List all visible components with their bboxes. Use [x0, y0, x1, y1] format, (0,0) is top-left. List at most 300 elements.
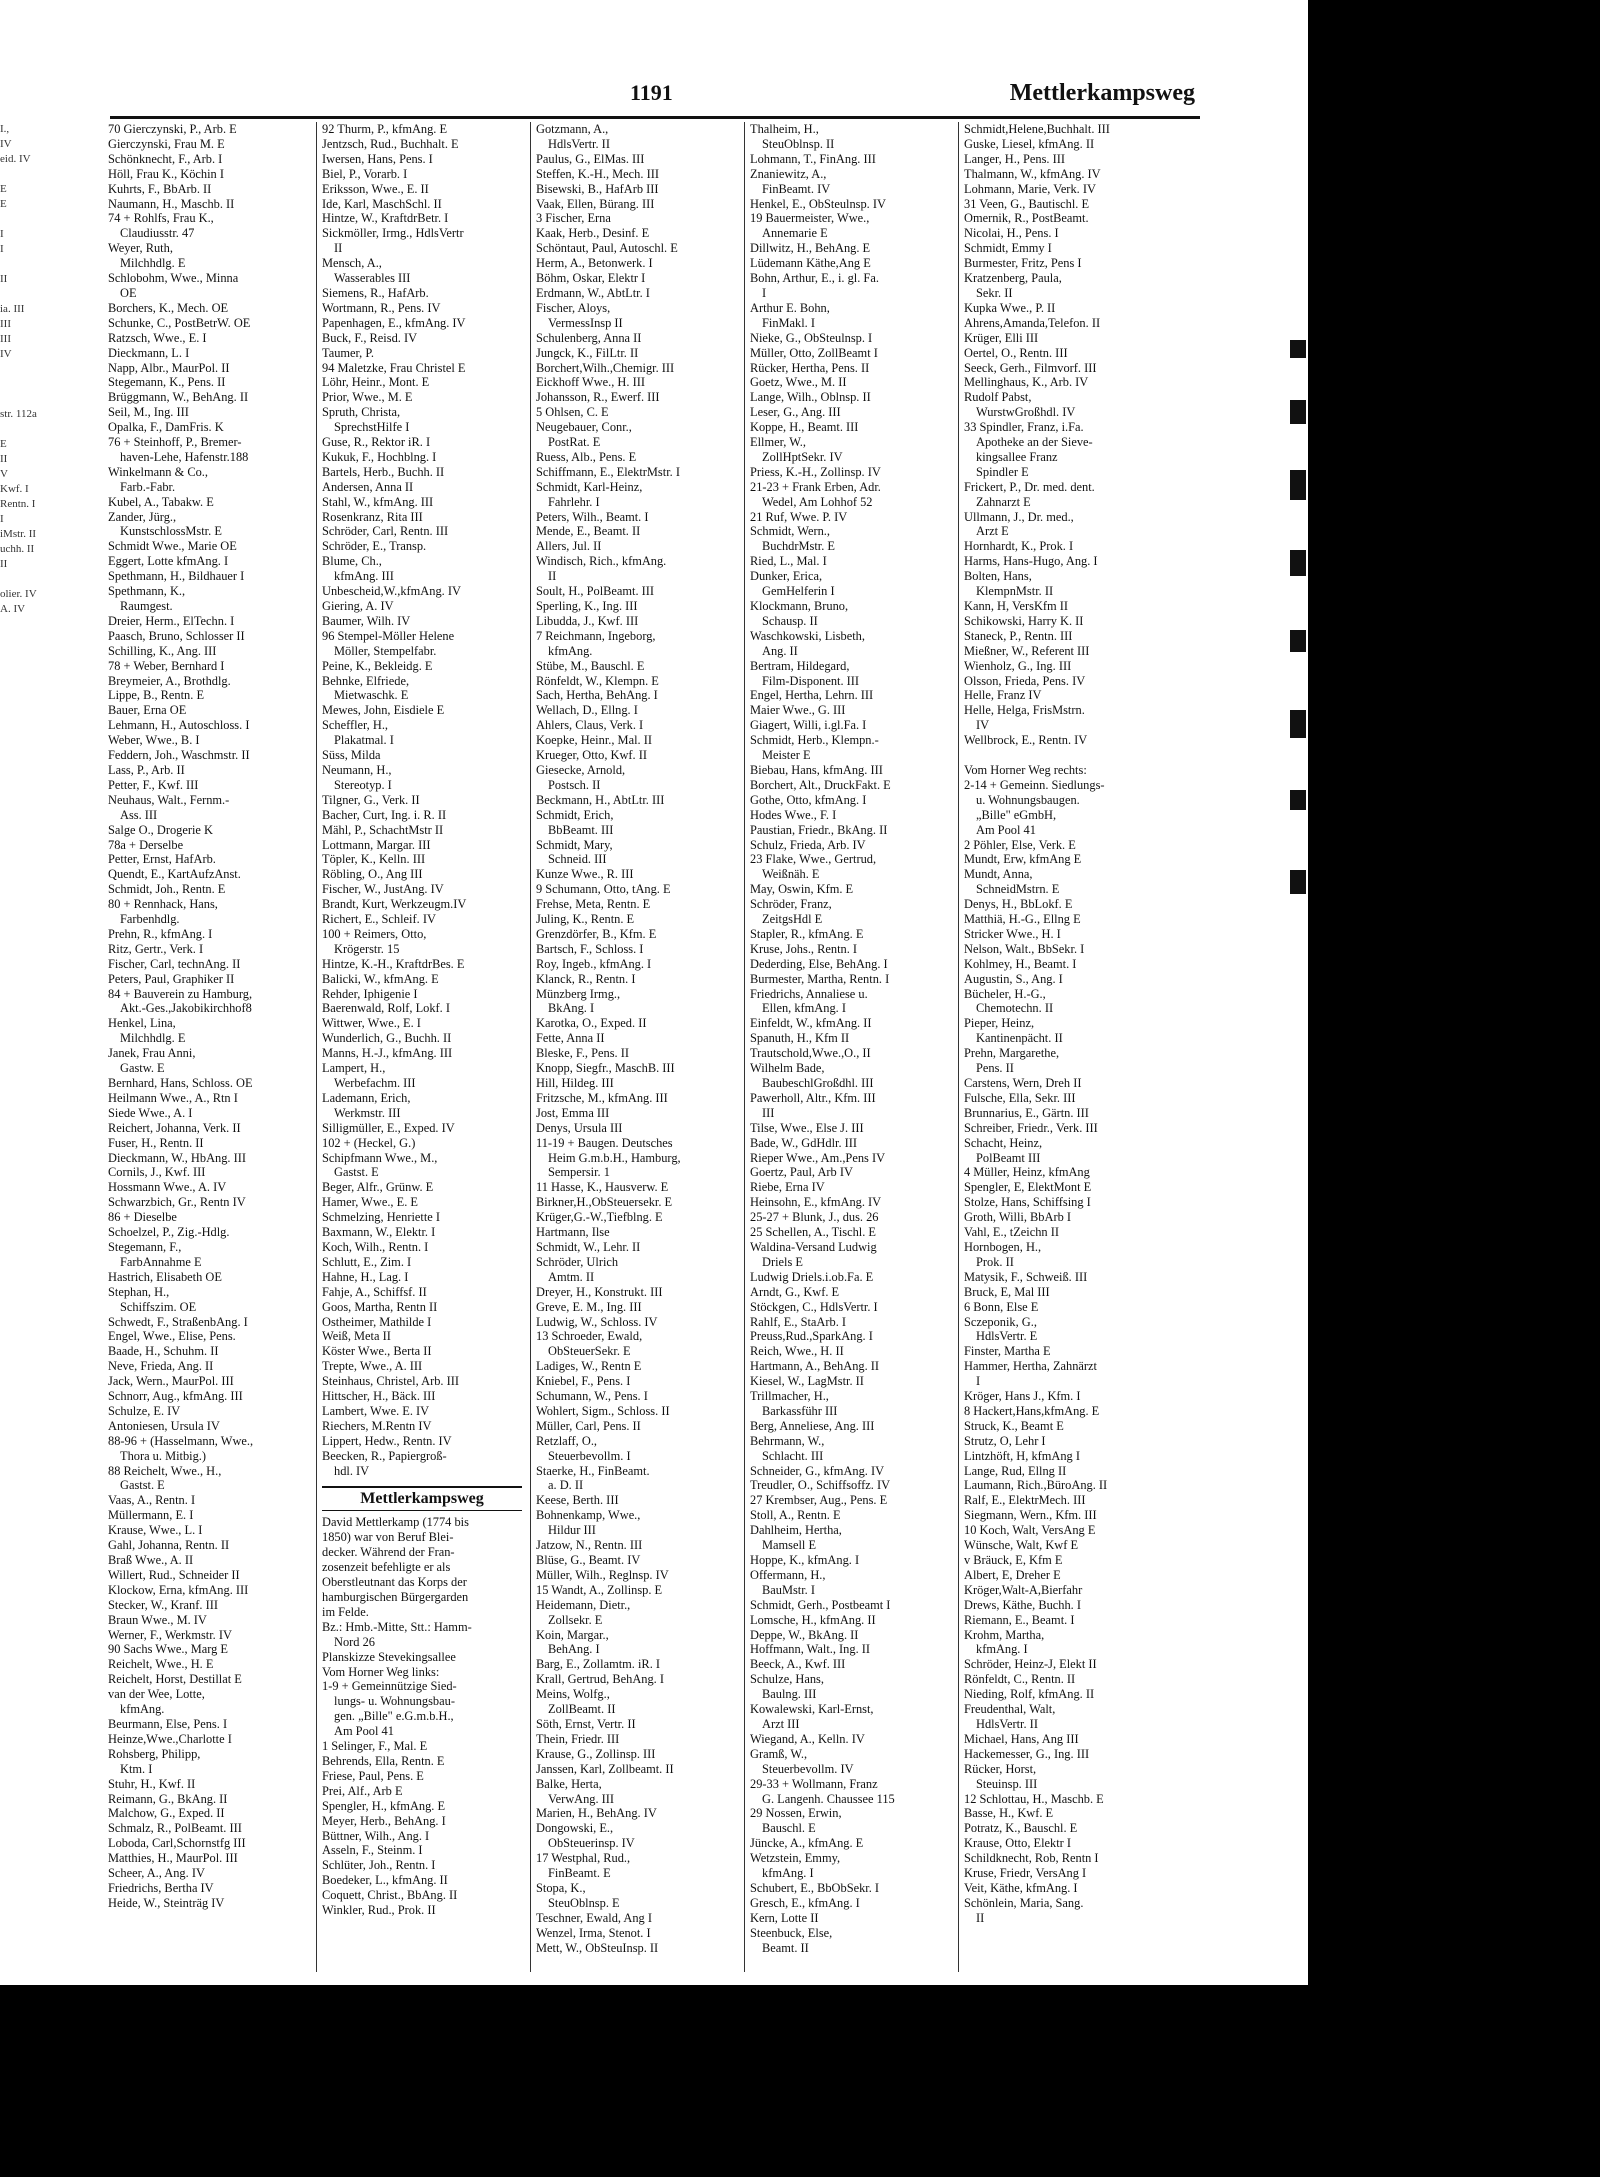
directory-entry-line: Bohn, Arthur, E., i. gl. Fa.	[750, 271, 879, 286]
directory-entry-line: Wilhelm Bade,	[750, 1061, 825, 1076]
directory-entry-line: Prehn, Margarethe,	[964, 1046, 1060, 1061]
directory-entry-line: Bauschl. E	[762, 1821, 816, 1836]
directory-entry-line: Taumer, P.	[322, 345, 374, 360]
directory-entry-line: Hittscher, H., Bäck. III	[322, 1389, 436, 1404]
directory-entry-line: Dunker, Erica,	[750, 569, 823, 584]
directory-entry-line: Wenzel, Irma, Stenot. I	[536, 1925, 651, 1940]
directory-entry-line: Soult, H., PolBeamt. III	[536, 584, 655, 599]
directory-entry-line: ZollBeamt. II	[548, 1702, 616, 1717]
directory-entry-line: Heinsohn, E., kfmAng. IV	[750, 1195, 882, 1210]
directory-entry-line: BuchdrMstr. E	[762, 539, 835, 554]
directory-entry-line: Stoll, A., Rentn. E	[750, 1508, 841, 1523]
directory-entry-line: Biel, P., Vorarb. I	[322, 166, 408, 181]
directory-entry-line: Annemarie E	[762, 226, 828, 241]
directory-entry-line: Bisewski, B., HafArb III	[536, 181, 659, 196]
directory-entry-line: Janssen, Karl, Zollbeamt. II	[536, 1761, 674, 1776]
directory-entry-line: Riemann, E., Beamt. I	[964, 1612, 1075, 1627]
directory-entry-line: Peters, Paul, Graphiker II	[108, 971, 235, 986]
directory-entry-line: Buck, F., Reisd. IV	[322, 330, 418, 345]
directory-entry-line: Oberstleutnant das Korps der	[322, 1575, 467, 1590]
directory-entry-line: Ktm. I	[120, 1761, 153, 1776]
directory-entry-line: Spethmann, H., Bildhauer I	[108, 569, 245, 584]
directory-entry-line: 74 + Rohlfs, Frau K.,	[108, 211, 214, 226]
directory-entry-line: 1-9 + Gemeinnützige Sied-	[322, 1679, 457, 1694]
directory-entry-line: Hahne, H., Lag. I	[322, 1269, 409, 1284]
directory-entry-line: I	[976, 1374, 981, 1389]
directory-entry-line: III	[762, 1105, 775, 1120]
margin-fragment: E	[0, 198, 7, 210]
directory-entry-line: Juling, K., Rentn. E	[536, 912, 635, 927]
directory-entry-line: Boedeker, L., kfmAng. II	[322, 1873, 448, 1888]
directory-entry-line: Arzt III	[762, 1716, 800, 1731]
directory-entry-line: Allers, Jul. II	[536, 539, 602, 554]
directory-entry-line: Kröger, Hans J., Kfm. I	[964, 1389, 1081, 1404]
directory-entry-line: 2 Pöhler, Else, Verk. E	[964, 837, 1076, 852]
directory-entry-line: Teschner, Ewald, Ang I	[536, 1910, 652, 1925]
directory-entry-line: Lange, Rud, Ellng II	[964, 1463, 1067, 1478]
page-header	[110, 80, 1195, 114]
directory-entry-line: Wünsche, Walt, Kwf E	[964, 1538, 1079, 1553]
directory-entry-line: Klockow, Erna, kfmAng. III	[108, 1582, 249, 1597]
directory-entry-line: Jack, Wern., MaurPol. III	[108, 1374, 234, 1389]
directory-entry-line: Peters, Wilh., Beamt. I	[536, 509, 649, 524]
directory-entry-line: Meister E	[762, 748, 811, 763]
directory-entry-line: Borchers, K., Mech. OE	[108, 300, 229, 315]
directory-entry-line: Eriksson, Wwe., E. II	[322, 181, 429, 196]
directory-entry-line: Müller, Carl, Pens. II	[536, 1418, 641, 1433]
directory-entry-line: Kuhrts, F., BbArb. II	[108, 181, 212, 196]
margin-fragment	[0, 167, 52, 182]
directory-entry-line: BkAng. I	[548, 1001, 595, 1016]
directory-entry-line: Kupka Wwe., P. II	[964, 300, 1056, 315]
directory-entry-line: Laumann, Rich.,BüroAng. II	[964, 1478, 1108, 1493]
directory-entry-line: Paulus, G., ElMas. III	[536, 151, 645, 166]
directory-entry-line: Bleske, F., Pens. II	[536, 1046, 629, 1061]
directory-entry-line: Coquett, Christ., BbAng. II	[322, 1888, 458, 1903]
directory-entry-line: Neve, Frieda, Ang. II	[108, 1359, 214, 1374]
directory-entry-line: Hamer, Wwe., E. E	[322, 1195, 418, 1210]
directory-entry-line: Schulze, E. IV	[108, 1403, 181, 1418]
directory-entry-line: Staerke, H., FinBeamt.	[536, 1463, 650, 1478]
directory-entry-line: Sickmöller, Irmg., HdlsVertr	[322, 226, 464, 241]
directory-entry-line: Amtm. II	[548, 1269, 595, 1284]
directory-entry-line: Waldina-Versand Ludwig	[750, 1239, 877, 1254]
directory-entry-line: Bartsch, F., Schloss. I	[536, 941, 644, 956]
directory-entry-line: 29 Nossen, Erwin,	[750, 1806, 842, 1821]
directory-entry-line: Petter, Ernst, HafArb.	[108, 852, 216, 867]
directory-entry-line: Greve, E. M., Ing. III	[536, 1299, 642, 1314]
directory-entry-line: Krohm, Martha,	[964, 1627, 1045, 1642]
directory-entry-line: Schildknecht, Rob, Rentn I	[964, 1851, 1099, 1866]
directory-entry-line: Kern, Lotte II	[750, 1910, 819, 1925]
directory-entry-line: Söth, Ernst, Vertr. II	[536, 1716, 636, 1731]
directory-entry-line: 94 Maletzke, Frau Christel E	[322, 360, 466, 375]
directory-entry-line: Balke, Herta,	[536, 1776, 602, 1791]
directory-entry-line: Papenhagen, E., kfmAng. IV	[322, 315, 466, 330]
directory-entry-line: Burmester, Fritz, Pens I	[964, 256, 1082, 271]
directory-entry-line: Rudolf Pabst,	[964, 390, 1032, 405]
directory-entry-line: Kann, H, VersKfm II	[964, 599, 1069, 613]
directory-entry-line: Gierczynski, Frau M. E	[108, 136, 225, 151]
directory-entry-line: Töpler, K., Kelln. III	[322, 852, 426, 867]
directory-entry-line: Schwedt, F., StraßenbAng. I	[108, 1314, 248, 1329]
directory-entry-line: Heide, W., Steinträg IV	[108, 1895, 225, 1910]
directory-entry-line: Trillmacher, H.,	[750, 1389, 829, 1404]
directory-entry-line: 1 Selinger, F., Mal. E	[322, 1739, 428, 1754]
directory-entry-line: 6 Bonn, Else E	[964, 1299, 1039, 1314]
directory-entry-line: Krögerstr. 15	[334, 941, 400, 956]
directory-entry-line: 5 Ohlsen, C. E	[536, 405, 609, 420]
directory-entry-line: Friese, Paul, Pens. E	[322, 1768, 424, 1783]
directory-entry-line: Potratz, K., Bauschl. E	[964, 1821, 1078, 1836]
directory-entry-line: Keese, Berth. III	[536, 1493, 619, 1508]
directory-entry-line: Matthiä, H.-G., Ellng E	[964, 912, 1081, 927]
directory-entry-line: Süss, Milda	[322, 748, 381, 763]
directory-entry-line: Sach, Hertha, BehAng. I	[536, 688, 658, 703]
directory-entry-line: FinBeamt. IV	[762, 181, 831, 196]
directory-entry-line: Opalka, F., DamFris. K	[108, 420, 224, 435]
directory-entry-line: Thora u. Mitbig.)	[120, 1448, 207, 1463]
directory-entry-line: Schröder, Franz,	[750, 897, 832, 912]
directory-entry-line: 33 Spindler, Franz, i.Fa.	[964, 420, 1084, 435]
directory-entry-line: Schröder, E., Transp.	[322, 539, 427, 554]
directory-entry-line: Pens. II	[976, 1061, 1014, 1076]
directory-entry-line: Nieding, Rolf, kfmAng. II	[964, 1687, 1095, 1702]
column-1	[108, 122, 308, 1972]
margin-fragment: uchh. II	[0, 543, 35, 555]
directory-entry-line: Reichelt, Wwe., H. E	[108, 1657, 214, 1672]
directory-entry-line: Seil, M., Ing. III	[108, 405, 189, 420]
directory-entry-line: Kröger,Walt-A,Bierfahr	[964, 1582, 1083, 1597]
directory-entry-line: Rücker, Horst,	[964, 1761, 1037, 1776]
directory-entry-line: Koepke, Heinr., Mal. II	[536, 733, 652, 748]
directory-entry-line: Arthur E. Bohn,	[750, 300, 830, 315]
directory-entry-line: Preuss,Rud.,SparkAng. I	[750, 1329, 873, 1344]
directory-entry-line: Lomsche, H., kfmAng. II	[750, 1612, 876, 1627]
directory-entry-line: Friedrichs, Annaliese u.	[750, 986, 868, 1001]
directory-entry-line: Friedrichs, Bertha IV	[108, 1880, 214, 1895]
directory-entry-line: Kniebel, F., Pens. I	[536, 1374, 631, 1389]
directory-entry-line: Ritz, Gertr., Verk. I	[108, 941, 204, 956]
directory-entry-line: Mundt, Erw, kfmAng E	[964, 852, 1082, 867]
section-title: Mettlerkampsweg	[360, 1490, 484, 1508]
directory-entry-line: II	[334, 241, 343, 256]
directory-entry-line: GemHelferin I	[762, 584, 835, 599]
directory-entry-line: van der Wee, Lotte,	[108, 1687, 205, 1702]
directory-entry-line: Rücker, Hertha, Pens. II	[750, 360, 870, 375]
directory-entry-line: Am Pool 41	[976, 822, 1036, 837]
page-edge-marks	[1290, 340, 1310, 940]
directory-entry-line: Kruse, Friedr, VersAng I	[964, 1866, 1087, 1881]
directory-entry-line: Fischer, Carl, technAng. II	[108, 956, 241, 971]
margin-fragment: III	[0, 333, 11, 345]
directory-entry-line: Ruess, Alb., Pens. E	[536, 449, 637, 464]
directory-entry-line: Fischer, Aloys,	[536, 300, 611, 315]
directory-entry-line: Cornils, J., Kwf. III	[108, 1165, 206, 1180]
directory-entry-line: Schumann, W., Pens. I	[536, 1389, 648, 1404]
directory-entry-line: 100 + Reimers, Otto,	[322, 926, 427, 941]
directory-entry-line: Schneid. III	[548, 852, 607, 867]
directory-entry-line: Fahrlehr. I	[548, 494, 600, 509]
directory-entry-line: Kohlmey, H., Beamt. I	[964, 956, 1077, 971]
directory-entry-line: Kantinenpächt. II	[976, 1031, 1063, 1046]
directory-entry-line: Naumann, H., Maschb. II	[108, 196, 235, 211]
directory-entry-line: Ullmann, J., Dr. med.,	[964, 509, 1074, 524]
directory-entry-line: Engel, Hertha, Lehrn. III	[750, 688, 874, 703]
directory-entry-line: Schmidt, Karl-Heinz,	[536, 479, 643, 494]
directory-entry-line: Chemotechn. II	[976, 1001, 1054, 1016]
directory-entry-line: haven-Lehe, Hafenstr.188	[120, 449, 249, 464]
directory-entry-line: ZollHptSekr. IV	[762, 449, 843, 464]
directory-entry-line: Baumer, Wilh. IV	[322, 613, 411, 628]
directory-entry-line: VermessInsp II	[548, 315, 623, 330]
directory-entry-line: Bolten, Hans,	[964, 569, 1032, 584]
directory-entry-line: Feddern, Joh., Waschmstr. II	[108, 748, 250, 763]
directory-entry-line: Krause, Wwe., L. I	[108, 1523, 203, 1538]
margin-fragment: II	[0, 453, 8, 465]
directory-entry-line: Wittwer, Wwe., E. I	[322, 1016, 421, 1031]
directory-entry-line: Frickert, P., Dr. med. dent.	[964, 479, 1095, 494]
directory-entry-line: Deppe, W., BkAng. II	[750, 1627, 859, 1642]
directory-entry-line: Kiesel, W., LagMstr. II	[750, 1374, 864, 1389]
directory-entry-line: Neugebauer, Conr.,	[536, 420, 632, 435]
directory-entry-line: Fritzsche, M., kfmAng. III	[536, 1090, 668, 1105]
margin-fragment: I	[0, 513, 4, 525]
directory-entry-line: Kratzenberg, Paula,	[964, 271, 1062, 286]
directory-entry-line: Wunderlich, G., Buchh. II	[322, 1031, 452, 1046]
directory-entry-line: Goetz, Wwe., M. II	[750, 375, 847, 390]
directory-entry-line: Stricker Wwe., H. I	[964, 926, 1061, 941]
directory-entry-line: Schilling, K., Ang. III	[108, 643, 217, 658]
directory-entry-line: Arndt, G., Kwf. E	[750, 1284, 840, 1299]
directory-entry-line: Fahje, A., Schiffsf. II	[322, 1284, 427, 1299]
directory-entry-line: Drews, Käthe, Buchh. I	[964, 1597, 1081, 1612]
directory-entry-line: Albert, E, Dreher E	[964, 1567, 1061, 1582]
directory-entry-line: Stereotyp. I	[334, 777, 392, 792]
header-rule	[110, 116, 1200, 119]
directory-entry-line: hamburgischen Bürgergarden	[322, 1590, 469, 1604]
directory-entry-line: BaubeschlGroßdhl. III	[762, 1076, 874, 1090]
directory-entry-line: Schreiber, Friedr., Verk. III	[964, 1120, 1098, 1135]
directory-entry-line: Hoffmann, Walt., Ing. II	[750, 1642, 871, 1657]
directory-entry-line: Schönlein, Maria, Sang.	[964, 1895, 1084, 1910]
margin-fragment: Rentn. I	[0, 498, 36, 510]
margin-fragment	[0, 362, 52, 377]
directory-entry-line: 17 Westphal, Rud.,	[536, 1851, 631, 1866]
directory-entry-line: Neuhaus, Walt., Fernm.-	[108, 792, 230, 807]
directory-entry-line: Frehse, Meta, Rentn. E	[536, 897, 651, 912]
directory-entry-line: Hodes Wwe., F. I	[750, 807, 837, 822]
directory-entry-line: Gresch, E., kfmAng. I	[750, 1895, 860, 1910]
directory-entry-line: Bartels, Herb., Buchh. II	[322, 464, 445, 479]
directory-entry-line: Basse, H., Kwf. E	[964, 1806, 1054, 1821]
directory-entry-line: Marien, H., BehAng. IV	[536, 1806, 657, 1821]
directory-entry-line: David Mettlerkamp (1774 bis	[322, 1515, 469, 1530]
directory-entry-line: Rönfeldt, W., Klempn. E	[536, 673, 659, 688]
directory-entry-line: Gahl, Johanna, Rentn. II	[108, 1538, 230, 1553]
directory-entry-line: Schmidt, Gerh., Postbeamt I	[750, 1597, 891, 1612]
directory-entry-line: Schmidt Wwe., Marie OE	[108, 539, 237, 554]
directory-entry-line: Stahl, W., kfmAng. III	[322, 494, 434, 509]
directory-entry-line: HdlsVertr. E	[976, 1329, 1038, 1344]
directory-entry-line: Apotheke an der Sieve-	[976, 435, 1093, 450]
margin-fragment: II	[0, 273, 8, 285]
directory-entry-line: Ladiges, W., Rentn E	[536, 1359, 642, 1374]
directory-entry-line: BauMstr. I	[762, 1582, 816, 1597]
directory-entry-line: kfmAng. I	[976, 1642, 1028, 1657]
directory-entry-line: Karotka, O., Exped. II	[536, 1016, 647, 1031]
column-4	[750, 122, 950, 1972]
margin-fragment: IV	[0, 138, 12, 150]
directory-entry-line: im Felde.	[322, 1604, 369, 1619]
directory-entry-line: Engel, Wwe., Elise, Pens.	[108, 1329, 236, 1344]
directory-entry-line: Nelson, Walt., BbSekr. I	[964, 941, 1085, 956]
directory-entry-line: Heim G.m.b.H., Hamburg,	[548, 1150, 681, 1165]
directory-entry-line: Plakatmal. I	[334, 733, 394, 748]
directory-entry-line: Priess, K.-H., Zollinsp. IV	[750, 464, 881, 479]
directory-entry-line: 21 Ruf, Wwe. P. IV	[750, 509, 848, 524]
directory-entry-line: Stapler, R., kfmAng. E	[750, 926, 864, 941]
directory-entry-line: Schmidt, Erich,	[536, 807, 614, 822]
directory-entry-line: Lademann, Erich,	[322, 1090, 411, 1105]
directory-entry-line: Bz.: Hmb.-Mitte, Stt.: Hamm-	[322, 1619, 472, 1634]
directory-entry-line: Breymeier, A., Brothdlg.	[108, 673, 231, 688]
directory-entry-line: Schröder, Carl, Rentn. III	[322, 524, 449, 539]
directory-entry-line: Wellbrock, E., Rentn. IV	[964, 733, 1088, 748]
directory-entry-line: Blüse, G., Beamt. IV	[536, 1553, 641, 1567]
directory-entry-line: Steffen, K.-H., Mech. III	[536, 166, 659, 181]
directory-entry-line: gen. „Bille" e.G.m.b.H.,	[334, 1709, 454, 1724]
directory-entry-line: Steinhaus, Christel, Arb. III	[322, 1374, 459, 1389]
directory-entry-line: Helle, Franz IV	[964, 688, 1042, 703]
directory-entry-line: Weiß, Meta II	[322, 1329, 391, 1344]
directory-entry-line: Schmidt,Helene,Buchhalt. III	[964, 122, 1110, 136]
directory-entry-line: Spengler, H., kfmAng. E	[322, 1798, 446, 1813]
margin-fragment	[0, 377, 52, 392]
directory-entry-line: Schöntaut, Paul, Autoschl. E	[536, 241, 678, 256]
directory-entry-line: Beger, Alfr., Grünw. E	[322, 1180, 434, 1195]
directory-entry-line: Veit, Käthe, kfmAng. I	[964, 1880, 1078, 1895]
margin-fragment: Kwf. I	[0, 483, 29, 495]
directory-entry-line: Meyer, Herb., BehAng. I	[322, 1813, 446, 1828]
margin-fragment	[0, 422, 52, 437]
directory-entry-line: Hintze, K.-H., KraftdrBes. E	[322, 956, 465, 971]
directory-entry-line: Henkel, E., ObSteulnsp. IV	[750, 196, 886, 211]
section-rule	[322, 1510, 522, 1511]
directory-entry-line: Janek, Frau Anni,	[108, 1046, 196, 1061]
directory-entry-line: HdlsVertr. II	[548, 136, 610, 151]
directory-entry-line: Loboda, Carl,Schornstfg III	[108, 1836, 246, 1851]
margin-fragment	[0, 287, 52, 302]
margin-fragment: V	[0, 468, 8, 480]
directory-entry-line: Braun Wwe., M. IV	[108, 1612, 207, 1627]
directory-entry-line: Lohmann, T., FinAng. III	[750, 151, 876, 166]
directory-entry-line: Mundt, Anna,	[964, 867, 1033, 882]
directory-entry-line: Rieper Wwe., Am.,Pens IV	[750, 1150, 886, 1165]
directory-entry-line: Krueger, Otto, Kwf. II	[536, 748, 647, 763]
directory-entry-line: Spethmann, K.,	[108, 584, 186, 599]
directory-entry-line: Brüggmann, W., BehAng. II	[108, 390, 249, 405]
directory-entry-line: Dahlheim, Hertha,	[750, 1523, 842, 1538]
directory-entry-line: Barkassführ III	[762, 1403, 838, 1418]
margin-fragment	[0, 392, 52, 407]
directory-entry-line: BehAng. I	[548, 1642, 600, 1657]
directory-entry-line: SprechstHilfe I	[334, 420, 410, 435]
directory-entry-line: Asseln, F., Steinm. I	[322, 1843, 423, 1858]
directory-entry-line: 2-14 + Gemeinn. Siedlungs-	[964, 777, 1105, 792]
margin-fragment: A. IV	[0, 603, 26, 615]
margin-fragment: olier. IV	[0, 588, 37, 600]
column-5	[964, 122, 1164, 1972]
directory-entry-line: Schiffszim. OE	[120, 1299, 197, 1314]
directory-entry-line: Steuerbevollm. IV	[762, 1761, 854, 1776]
directory-entry-line: Schikowski, Harry K. II	[964, 613, 1084, 628]
directory-entry-line: Herm, A., Betonwerk. I	[536, 256, 653, 271]
directory-entry-line: Wienholz, G., Ing. III	[964, 658, 1072, 673]
directory-entry-line: 88 Reichelt, Wwe., H.,	[108, 1463, 222, 1478]
column-divider	[958, 122, 959, 1972]
directory-entry-line: Borchert,Wilh.,Chemigr. III	[536, 360, 675, 375]
directory-entry-line: Ahlers, Claus, Verk. I	[536, 718, 644, 733]
directory-entry-line: Ludwig Driels.i.ob.Fa. E	[750, 1269, 874, 1284]
directory-entry-line: Bertram, Hildegard,	[750, 658, 850, 673]
directory-entry-line: I	[762, 285, 767, 300]
directory-entry-line: Finster, Martha E	[964, 1344, 1051, 1359]
directory-entry-line: Treudler, O., Schiffsoffz. IV	[750, 1478, 891, 1493]
directory-entry-line: Beckmann, H., AbtLtr. III	[536, 792, 665, 807]
directory-entry-line: Postsch. II	[548, 777, 601, 792]
directory-entry-line: Schmidt, Wern.,	[750, 524, 830, 539]
directory-entry-line: Ide, Karl, MaschSchl. II	[322, 196, 442, 211]
directory-entry-line: Bernhard, Hans, Schloss. OE	[108, 1076, 253, 1090]
directory-entry-line: Löhr, Heinr., Mont. E	[322, 375, 430, 390]
directory-entry-line: Krause, Otto, Elektr I	[964, 1836, 1072, 1851]
directory-entry-line: 86 + Dieselbe	[108, 1210, 177, 1225]
left-margin-fragments	[0, 122, 52, 1972]
directory-entry-line: Siede Wwe., A. I	[108, 1105, 193, 1120]
directory-entry-line: 21-23 + Frank Erben, Adr.	[750, 479, 881, 494]
directory-entry-line: Leser, G., Ang. III	[750, 405, 841, 420]
directory-entry-line: Vaak, Ellen, Bürang. III	[536, 196, 655, 211]
directory-entry-line: Farbenhdlg.	[120, 912, 180, 927]
directory-entry-line: Prehn, R., kfmAng. I	[108, 926, 213, 941]
directory-entry-line: Fulsche, Ella, Sekr. III	[964, 1090, 1076, 1105]
directory-entry-line: PolBeamt III	[976, 1150, 1041, 1165]
directory-entry-line: Schmidt, Mary,	[536, 837, 613, 852]
column-divider	[316, 122, 317, 1972]
directory-entry-line: Lange, Wilh., Oblnsp. II	[750, 390, 871, 405]
directory-entry-line: Gothe, Otto, kfmAng. I	[750, 792, 867, 807]
directory-entry-line: 11 Hasse, K., Hausverw. E	[536, 1180, 669, 1195]
directory-entry-line: Röbling, O., Ang III	[322, 867, 423, 882]
directory-entry-line: Vom Horner Weg rechts:	[964, 762, 1087, 777]
directory-entry-line: 102 + (Heckel, G.)	[322, 1135, 416, 1150]
directory-entry-line: Tilgner, G., Verk. II	[322, 792, 420, 807]
directory-entry-line: Einfeldt, W., kfmAng. II	[750, 1016, 872, 1031]
directory-entry-line: Lampert, H.,	[322, 1061, 386, 1076]
directory-entry-line: Schmidt, Joh., Rentn. E	[108, 882, 226, 897]
directory-entry-line: Schmidt, W., Lehr. II	[536, 1239, 641, 1254]
directory-entry-line: Rohsberg, Philipp,	[108, 1746, 201, 1761]
directory-entry-line: Borchert, Alt., DruckFakt. E	[750, 777, 891, 792]
directory-entry-line: Schiffmann, E., ElektrMstr. I	[536, 464, 680, 479]
directory-entry-line: Oertel, O., Rentn. III	[964, 345, 1068, 360]
margin-fragment: IV	[0, 348, 12, 360]
margin-fragment	[0, 212, 52, 227]
directory-entry-line: Iwersen, Hans, Pens. I	[322, 151, 433, 166]
directory-entry-line: Farb.-Fabr.	[120, 479, 176, 494]
directory-entry-line: Winkelmann & Co.,	[108, 464, 208, 479]
